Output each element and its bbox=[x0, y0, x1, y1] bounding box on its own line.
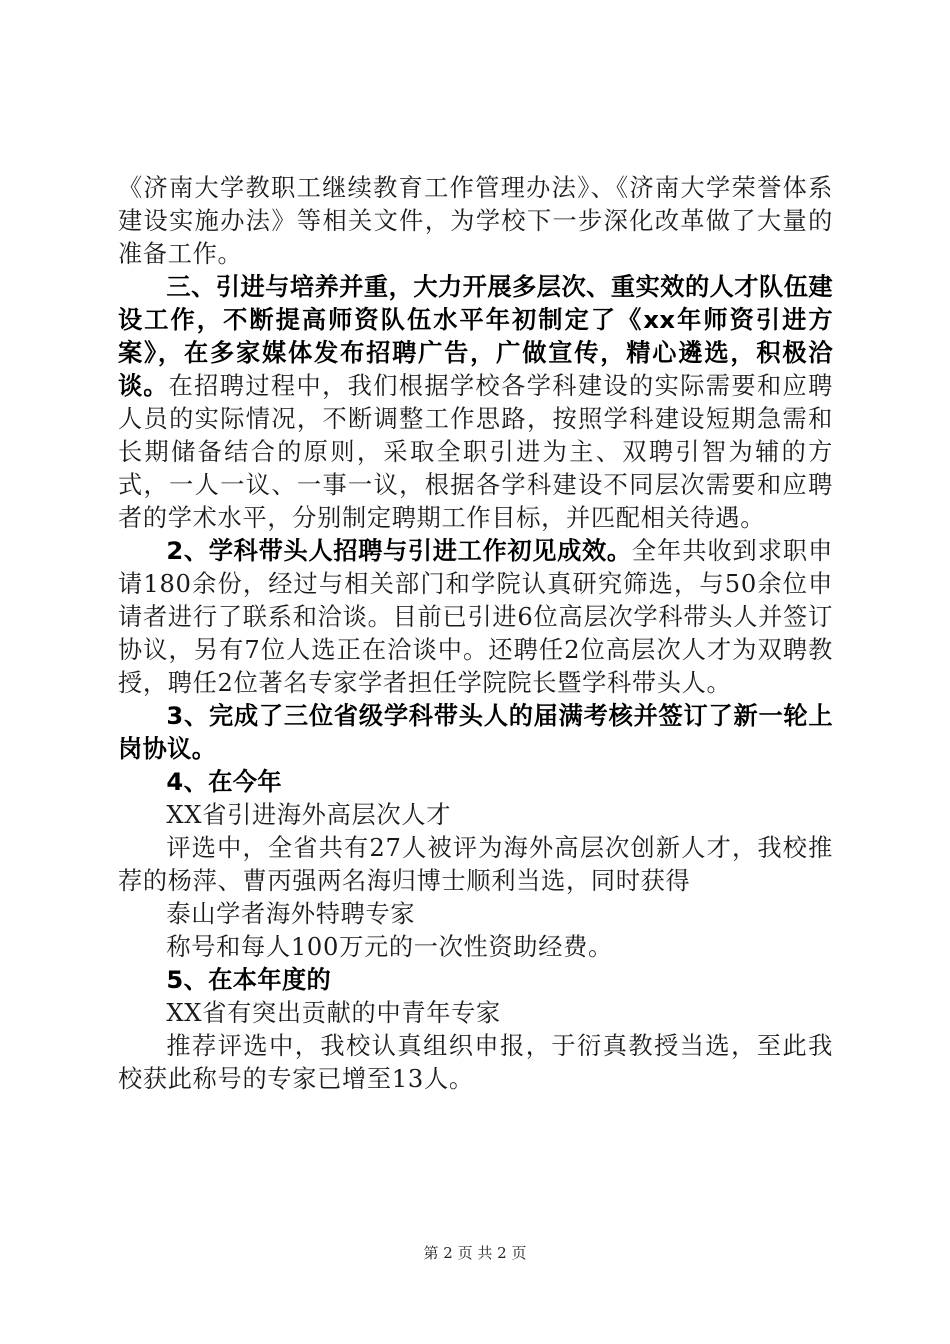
paragraph-award-title-2 bbox=[118, 898, 833, 931]
section-3-text: 在招聘过程中，我们根据学校各学科建设的实际需要和应聘人员的实际情况，不断调整工作思路，按照学科建设短期急需和长期储备结合的原则，采取全职引进为主、双聘引智为辅的方式，一人一议、一事一议，根据各学科建设不同层次需要和应聘者的学术水平，分别制定聘期工作目标，并匹配相关待遇。 bbox=[118, 372, 834, 532]
paragraph-item-2 bbox=[118, 535, 833, 700]
award-detail-1-text: 评选中，全省共有27人被评为海外高层次创新人才，我校推荐的杨萍、曹丙强两名海归博士顺利当选，同时获得 bbox=[118, 834, 833, 895]
award-detail-3-text: 推荐评选中，我校认真组织申报，于衍真教授当选，至此我校获此称号的专家已增至13人。 bbox=[118, 1032, 833, 1093]
item-2-text: 全年共收到求职申请180余份，经过与相关部门和学院认真研究筛选，与50余位申请者进行了联系和洽谈。目前已引进6位高层次学科带头人并签订协议，另有7位人选正在洽谈中。还聘任2位高层次人才为双聘教授，聘任2位著名专家学者担任学院院长暨学科带头人。 bbox=[118, 537, 833, 697]
paragraph-section-3 bbox=[118, 271, 833, 535]
paragraph-item-5 bbox=[118, 964, 833, 997]
paragraph-award-detail-3 bbox=[118, 1030, 833, 1096]
paragraph-item-4 bbox=[118, 766, 833, 799]
award-title-1-text: XX省引进海外高层次人才 bbox=[166, 801, 452, 829]
paragraph-award-detail-2 bbox=[118, 931, 833, 964]
paragraph-award-detail-1 bbox=[118, 832, 833, 898]
page-number-label: 第 2 页 共 2 页 bbox=[423, 1244, 527, 1262]
section-3-heading: 三、引进与培养并重，大力开展多层次、重实效的人才队伍建设工作，不断提高师资队伍水平年初制定了《xx年师资引进方案》，在多家媒体发布招聘广告，广做宣传，精心遴选，积极洽谈。 bbox=[118, 273, 833, 400]
paragraph-award-title-1 bbox=[118, 799, 833, 832]
item-3-heading: 3、完成了三位省级学科带头人的届满考核并签订了新一轮上岗协议。 bbox=[118, 702, 833, 763]
award-title-2-text: 泰山学者海外特聘专家 bbox=[166, 900, 416, 928]
paragraph-1-text: 《济南大学教职工继续教育工作管理办法》、《济南大学荣誉体系建设实施办法》等相关文件，为学校下一步深化改革做了大量的准备工作。 bbox=[118, 174, 833, 268]
award-detail-2-text: 称号和每人100万元的一次性资助经费。 bbox=[166, 933, 613, 961]
item-2-heading: 2、学科带头人招聘与引进工作初见成效。 bbox=[166, 537, 632, 565]
item-5-heading: 5、在本年度的 bbox=[166, 966, 332, 994]
item-4-heading: 4、在今年 bbox=[166, 768, 282, 796]
award-title-3-text: XX省有突出贡献的中青年专家 bbox=[166, 999, 501, 1027]
paragraph-item-3 bbox=[118, 700, 833, 766]
document-body bbox=[118, 172, 833, 1096]
paragraph-1 bbox=[118, 172, 833, 271]
paragraph-award-title-3 bbox=[118, 997, 833, 1030]
page-footer bbox=[0, 1242, 950, 1263]
